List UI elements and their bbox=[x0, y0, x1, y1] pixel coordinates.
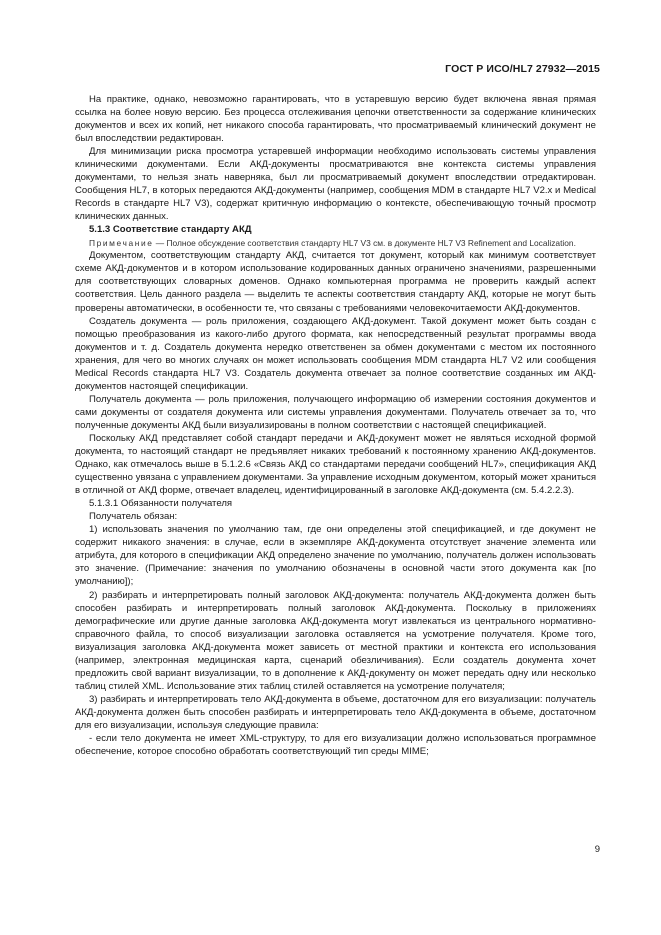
note bbox=[75, 237, 596, 250]
paragraph: Документом, соответствующим стандарту АКД, считается тот документ, который как минимум соответствует схеме АКД-документов и в котором использование кодированных данных ограничено значениями, разрешенными для соответствующих словарных доменов. Однако компьютерная программа не проверить каждый аспект соответствия. Цель данного раздела — выделить те аспекты соответствия стандарту АКД, которые не могут быть проверены автоматически, в особенности те, что связаны с требованиями человекочитаемости АКД-документов. bbox=[75, 250, 596, 314]
paragraph: Для минимизации риска просмотра устаревшей информации необходимо использовать системы управления клиническими документами. Если АКД-документы просматриваются вне контекста системы управления документами, то нельзя знать наверняка, был ли просматриваемый документ впоследствии отредактирован. Сообщения HL7, в которых передаются АКД-документы (например, сообщения MDM в стандарте HL7 V2.x и Medical Records в стандарте HL7 V3), содержат критичную информацию о контексте, обеспечивающую точный просмотр клинических данных. bbox=[75, 146, 596, 223]
document-body bbox=[75, 93, 596, 758]
list-item: 3) разбирать и интерпретировать тело АКД-документа в объеме, достаточном для его визуализации: получатель АКД-документа должен быть способен разбирать и интерпретировать тело АКД-документа в объеме, достаточном для его визуализации, используя следующие правила: bbox=[75, 693, 596, 731]
section-heading: 5.1.3 Соответствие стандарту АКД bbox=[89, 224, 252, 236]
paragraph: Поскольку АКД представляет собой стандарт передачи и АКД-документ может не являться исходной формой документа, то настоящий стандарт не предъявляет никаких требований к постоянному хранению АКД-документов. Однако, как отмечалось выше в 5.1.2.6 «Связь АКД со стандартами передачи сообщений HL7», спецификация АКД существенно увязана с управлением документами. За управление исходным документом, который может храниться в отличной от АКД форме, отвечает владелец, идентифицированный в заголовке АКД-документа (см. 5.4.2.2.3). bbox=[75, 432, 596, 497]
list-item: 1) использовать значения по умолчанию там, где они определены этой спецификацией, и где документ не содержит никакого значения: в случае, если в экземпляре АКД-документа отсутствует значение элемента или атрибута, для которого в спецификации АКД определено значение по умолчанию, получатель должен использовать это значение. (Примечание: значения по умолчанию обозначены в основной части этого документа как [по умолчанию]); bbox=[75, 524, 596, 588]
paragraph: Получатель обязан: bbox=[89, 511, 178, 523]
note-label: Примечание bbox=[89, 237, 154, 248]
subsection-heading: 5.1.3.1 Обязанности получателя bbox=[89, 498, 233, 510]
paragraph: Создатель документа — роль приложения, создающего АКД-документ. Такой документ может быть создан с помощью преобразования из какого-либо другого формата, как непосредственный результат программы ввода документов и т. д. Создатель документа нередко ответственен за обмен документами с местом их постоянного хранения, для чего во многих случаях он может использовать сообщения MDM стандарта HL7 V2 или сообщения Medical Records стандарта HL7 V3. Создатель документа отвечает за полное соответствие созданных им АКД-документов настоящей спецификации. bbox=[75, 315, 596, 392]
list-item: - если тело документа не имеет XML-структуру, то для его визуализации должно использоваться программное обеспечение, которое способно обработать соответствующий тип среды MIME; bbox=[75, 733, 596, 758]
list-item: 2) разбирать и интерпретировать полный заголовок АКД-документа: получатель АКД-документа должен быть способен разбирать и интерпретировать полный заголовок АКД-документа. Поскольку в приложениях демографические или другие данные заголовка АКД-документа могут извлекаться из центрального нормативно-справочного файла, то способ визуализации заголовка оставляется на усмотрение получателя. Кроме того, визуализация заголовка АКД-документа может зависеть от местной практики и контекста его использования (например, электронная медицинская карта, сценарий обезличивания). Если создатель документа хочет предложить свой вариант визуализации, то в дополнение к АКД-документу он может передать одну или несколько таблиц стилей XML. Использование этих таблиц стилей оставляется на усмотрение получателя; bbox=[75, 589, 596, 692]
note-text: — Полное обсуждение соответствия стандарту HL7 V3 см. в документе HL7 V3 Refinement and Localization. bbox=[153, 237, 576, 248]
paragraph: На практике, однако, невозможно гарантировать, что в устаревшую версию будет включена явная прямая ссылка на более новую версию. Без процесса отслеживания цепочки ответственности за содержание клинических документов и всех их копий, нет никакого способа гарантировать, что просматриваемый клинический документ не был впоследствии редактирован. bbox=[75, 94, 596, 145]
page-header-doc-id: ГОСТ Р ИСО/HL7 27932—2015 bbox=[445, 63, 600, 75]
paragraph: Получатель документа — роль приложения, получающего информацию об измерении состояния документов и сами документы от создателя документа или системы управления документами. Получатель отвечает за то, что полученные документы АКД были визуализированы в полном соответствии с настоящей спецификацией. bbox=[75, 393, 596, 431]
page-number: 9 bbox=[594, 844, 600, 855]
